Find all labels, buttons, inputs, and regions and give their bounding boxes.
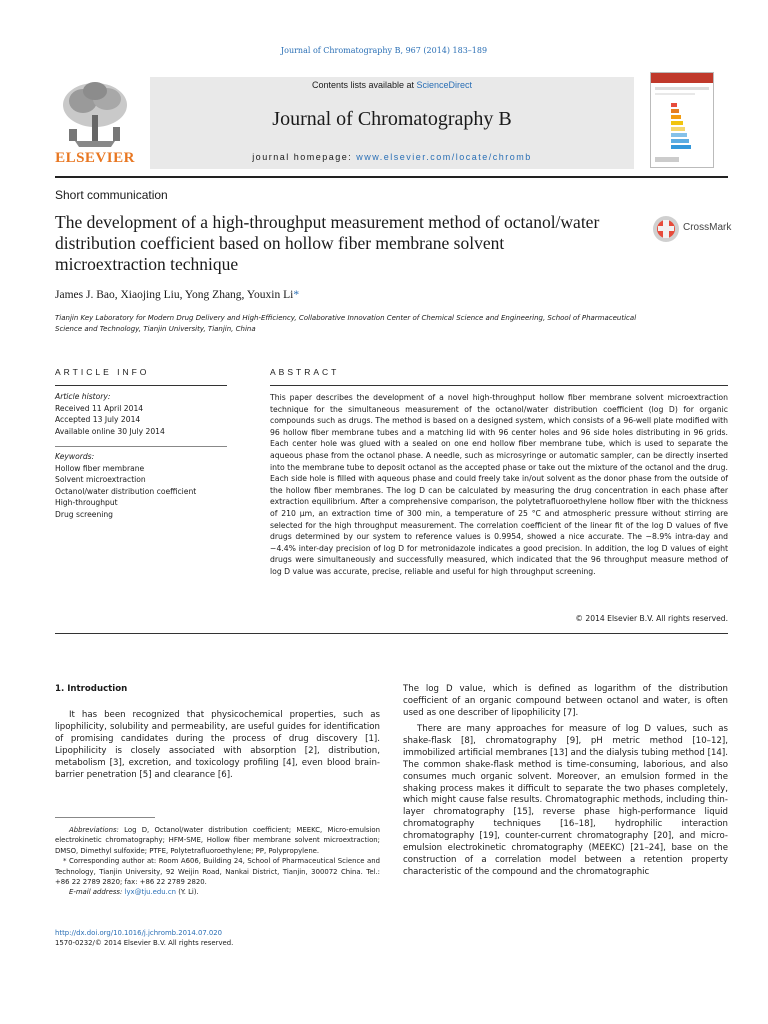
homepage-prefix: journal homepage: [252, 152, 357, 162]
article-info-heading: ARTICLE INFO [55, 367, 150, 377]
abstract-heading: ABSTRACT [270, 367, 340, 377]
crossmark-label: CrossMark [683, 222, 732, 233]
corresponding-author-mark[interactable]: * [293, 289, 300, 301]
abstract-bottom-rule [55, 633, 728, 634]
author-list [55, 289, 299, 301]
keywords-label: Keywords: [55, 452, 95, 461]
crossmark-icon [652, 214, 680, 244]
corresponding-author-note: * Corresponding author at: Room A606, Building 24, School of Pharmaceutical Science and Technology, Tianjin University, 92 Weijin Road, Nankai District, Tianjin, 300072 China. Tel.: +86 22 2789 2820; fax: +86 22 2789 2820. [55, 857, 380, 887]
intro-paragraph-1: It has been recognized that physicochemical properties, such as lipophilicity, solubility and permeability, are useful guides for identification of promising candidates during the process of drug discovery [1]. Lipophilicity is closely associated with absorption [2], distribution, metabolism [3], excretion, and toxicology profiling [4], even blood brain-barrier penetration [5] and clearance [6]. [55, 710, 380, 780]
article-history [55, 391, 227, 437]
email-link[interactable]: lyx@tju.edu.cn [124, 888, 176, 897]
article-info-rule [55, 385, 227, 386]
footnotes [55, 825, 380, 898]
keyword: High-throughput [55, 498, 118, 507]
abbreviations-text: Log D, Octanol/water distribution coefficient; MEEKC, Micro-emulsion electrokinetic chromatography; HFM-SME, Hollow fiber membrane solvent microextraction; DMSO, Dimethyl sulfoxide; PTFE, Polytetrafluoroethylene; PP, Polypropylene. [55, 826, 380, 855]
sciencedirect-link[interactable]: ScienceDirect [416, 80, 473, 90]
accepted-date: Accepted 13 July 2014 [55, 415, 141, 424]
homepage-link[interactable]: www.elsevier.com/locate/chromb [356, 152, 532, 162]
issn-copyright: 1570-0232/© 2014 Elsevier B.V. All rights reserved. [55, 939, 234, 948]
history-label: Article history: [55, 392, 111, 401]
affiliation: Tianjin Key Laboratory for Modern Drug Delivery and High-Efficiency, Collaborative Innovation Center of Chemical Science and Engineering, School of Pharmaceutical Science and Technology, Tianjin University, Tianjin, China [55, 314, 637, 333]
email-label: E-mail address: [69, 888, 125, 897]
contents-line [150, 80, 634, 90]
keyword: Hollow fiber membrane [55, 463, 145, 473]
keyword: Octanol/water distribution coefficient [55, 486, 197, 496]
keyword: Drug screening [55, 509, 114, 519]
abbreviations-note [55, 825, 380, 856]
received-date: Received 11 April 2014 [55, 403, 144, 413]
masthead-rule [55, 176, 728, 178]
intro-paragraph-3: There are many approaches for measure of log D values, such as shake-flask [8], chromatography [9], pH metric method [10–12], immobilized artificial membranes [13] and the dialysis tubing method [14]. The common shake-flask method is time-consuming, laborious, and also consumes much organic solvent. Moreover, an emulsion formed in the shaking process makes it difficult to separate the two phases completely, which might cause false results. Chromatographic methods, including thin-layer chromatography [15], reverse phase high-performance liquid chromatography techniques [16–18], hydrophilic interaction chromatography [19], counter-current chromatography [20], and micro-emulsion electrokinetic chromatography (MEEKC) [21–24], base on the construction of a correlation model between a retention property characteristic of the compound and the chromatographic [403, 724, 728, 877]
homepage-line [150, 152, 634, 162]
abstract-text: This paper describes the development of a novel high-throughput hollow fiber membrane solvent microextraction technique for the simultaneous measurement of the octanol/water distribution coefficient (log D) for organic compounds such as drugs. The method is based on a designed system, which consists of a 96-well plate modified with 96 hollow fiber membrane tubes and a matching lid with 96 center holes and 96 side holes distributing in 96 grids. Each center hole was glued with a sealed on one end hollow fiber membrane tube, which is used to separate the aqueous phase from the octanol phase. A needle, such as microsyringe or automatic sampler, can be directly inserted into the membrane tube to deposit octanol as the accepted phase or take out the mixture of the octanol and the drug. Each side hole is filled with aqueous phase and could freely take in/out solvent as the donor phase from the outside of the hollow fiber membranes. The log D can be calculated by measuring the drug concentration in each phase after extraction equilibrium. After a comprehensive comparison, the polytetrafluoroethylene hollow fiber with the thickness of 210 μm, an extraction time of 300 min, a temperature of 25 °C and atmospheric pressure without stirring are selected for the high throughput measurement. The correlation coefficient of the linear fit of the log D values of five drugs determined by our system to reference values is 0.9954, showed a nice accurate. The −8.9% intra-day and −4.4% inter-day precision of log D for metronidazole indicates a good precision. In addition, the log D values of eight drugs were simultaneously and successfully measured, which indicated that the 96 throughput measure method of log D value was accurate, precise, reliable and useful for high throughput screening. [270, 393, 728, 576]
article-type: Short communication [55, 188, 168, 202]
footnote-rule [55, 817, 155, 818]
abstract-top-rule [270, 385, 728, 386]
crossmark-badge[interactable] [652, 214, 732, 244]
doi-block [55, 928, 380, 949]
keywords-block [55, 451, 227, 520]
journal-cover-image[interactable] [650, 72, 714, 168]
keyword: Solvent microextraction [55, 475, 146, 484]
running-head[interactable]: Journal of Chromatography B, 967 (2014) 183–189 [280, 46, 488, 55]
email-suffix: (Y. Li). [176, 888, 199, 897]
contents-prefix: Contents lists available at [311, 80, 417, 90]
section-heading-introduction: 1. Introduction [55, 684, 128, 694]
online-date: Available online 30 July 2014 [55, 426, 165, 436]
elsevier-wordmark: ELSEVIER [55, 150, 135, 166]
doi-link[interactable]: http://dx.doi.org/10.1016/j.jchromb.2014.07.020 [55, 929, 223, 937]
authors-text: James J. Bao, Xiaojing Liu, Yong Zhang, Youxin Li [55, 289, 294, 301]
intro-paragraph-2: The log D value, which is defined as logarithm of the distribution coefficient of an organic compound between octanol and water, is often used as one describer of lipophilicity [7]. [403, 684, 728, 718]
email-note [55, 887, 380, 897]
article-title: The development of a high-throughput measurement method of octanol/water distribution coefficient based on hollow fiber membrane solvent microextraction technique [55, 212, 600, 274]
abbreviations-label: Abbreviations: [69, 826, 119, 834]
journal-title: Journal of Chromatography B [272, 108, 512, 130]
copyright-notice: © 2014 Elsevier B.V. All rights reserved. [575, 614, 728, 623]
history-rule [55, 446, 227, 447]
